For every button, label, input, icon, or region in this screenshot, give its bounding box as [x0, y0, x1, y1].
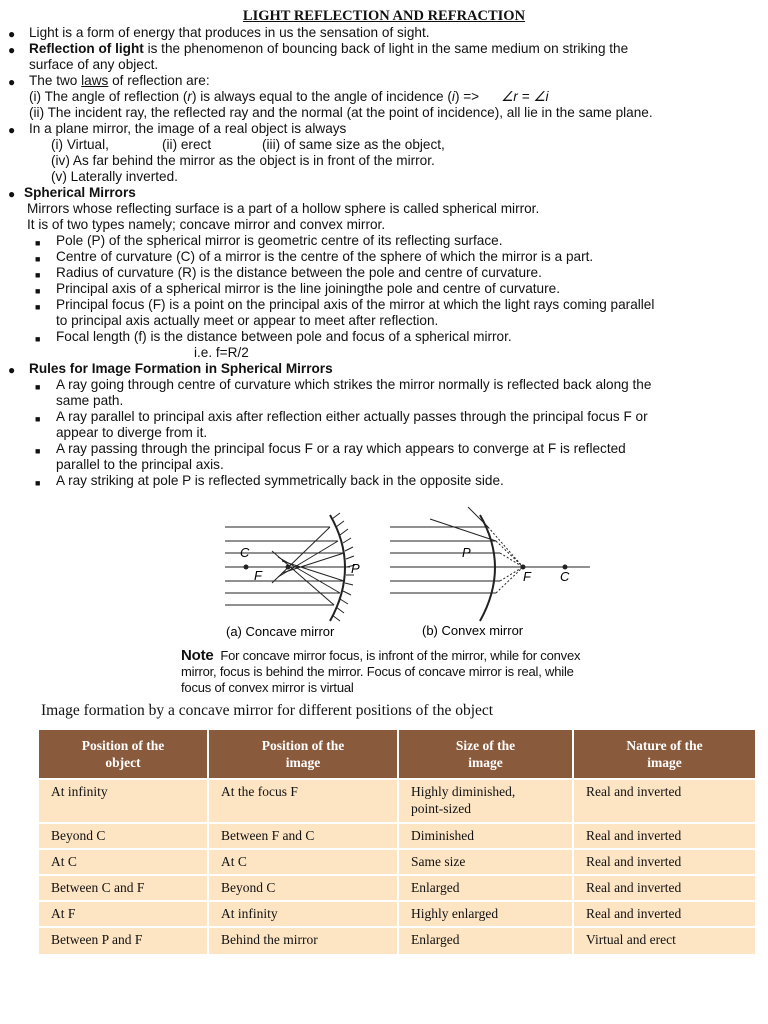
- square-bullet-icon: ■: [35, 302, 41, 312]
- mirror-diagram: [210, 505, 610, 645]
- cell-image: Between F and C: [208, 823, 398, 849]
- cell-size: Same size: [398, 849, 573, 875]
- spherical-item-cont: to principal axis actually meet or appear to meet after reflection.: [56, 313, 439, 328]
- square-bullet-icon: ■: [35, 238, 41, 248]
- focus-point-icon: [286, 565, 291, 570]
- cell-image: At C: [208, 849, 398, 875]
- plane-mirror-prop-4: (iv) As far behind the mirror as the object is in front of the mirror.: [51, 153, 435, 168]
- spherical-heading: Spherical Mirrors: [24, 185, 136, 200]
- header-object-position: Position of the object: [38, 729, 208, 779]
- image-formation-table: [37, 728, 757, 956]
- rule-item-cont: appear to diverge from it.: [56, 425, 208, 440]
- bullet-icon: ●: [8, 187, 16, 201]
- plane-mirror-heading: In a plane mirror, the image of a real object is always: [29, 121, 347, 136]
- note-text-1: For concave mirror focus, is infront of the mirror, while for convex: [220, 648, 581, 663]
- spherical-item: Centre of curvature (C) of a mirror is the centre of the sphere of which the mirror is a part.: [56, 249, 594, 264]
- square-bullet-icon: ■: [35, 414, 41, 424]
- label-p: P: [462, 545, 471, 560]
- cell-size: Diminished: [398, 823, 573, 849]
- square-bullet-icon: ■: [35, 446, 41, 456]
- label-c: C: [240, 545, 250, 560]
- bullet-icon: ●: [8, 363, 16, 377]
- rules-heading: Rules for Image Formation in Spherical Mirrors: [29, 361, 333, 376]
- table-row: [38, 875, 756, 901]
- cell-nature: Real and inverted: [573, 823, 756, 849]
- label-p: P: [351, 561, 360, 576]
- center-point-icon: [244, 565, 249, 570]
- page-title: LIGHT REFLECTION AND REFRACTION: [242, 8, 526, 24]
- square-bullet-icon: ■: [35, 382, 41, 392]
- square-bullet-icon: ■: [35, 286, 41, 296]
- cell-nature: Real and inverted: [573, 849, 756, 875]
- light-definition: Light is a form of energy that produces in us the sensation of sight.: [29, 25, 430, 40]
- rule-item: A ray going through centre of curvature which strikes the mirror normally is reflected back along the: [56, 377, 652, 392]
- convex-mirror-diagram: [390, 507, 590, 621]
- table-caption: Image formation by a concave mirror for different positions of the object: [41, 702, 494, 719]
- cell-image: At the focus F: [208, 779, 398, 823]
- label-f: F: [523, 569, 531, 584]
- table-row: [38, 823, 756, 849]
- rule-item-cont: parallel to the principal axis.: [56, 457, 224, 472]
- rule-item: A ray parallel to principal axis after reflection either actually passes through the principal focus F or: [56, 409, 648, 424]
- spherical-desc-2: It is of two types namely; concave mirror and convex mirror.: [27, 217, 386, 232]
- square-bullet-icon: ■: [35, 334, 41, 344]
- cell-object: At infinity: [38, 779, 208, 823]
- cell-image: Behind the mirror: [208, 927, 398, 955]
- bullet-icon: ●: [8, 43, 16, 57]
- note-block: [181, 648, 651, 696]
- spherical-desc-1: Mirrors whose reflecting surface is a part of a hollow sphere is called spherical mirror.: [27, 201, 540, 216]
- note-text-3: focus of convex mirror is virtual: [181, 680, 354, 695]
- cell-object: Beyond C: [38, 823, 208, 849]
- label-f: F: [254, 568, 262, 583]
- header-image-size: Size of the image: [398, 729, 573, 779]
- square-bullet-icon: ■: [35, 478, 41, 488]
- table-row: [38, 927, 756, 955]
- table-row: [38, 901, 756, 927]
- rule-item: A ray striking at pole P is reflected symmetrically back in the opposite side.: [56, 473, 504, 488]
- header-image-nature: Nature of the image: [573, 729, 756, 779]
- reflection-term: Reflection of light: [29, 41, 144, 56]
- rule-item: A ray passing through the principal focus F or a ray which appears to converge at F is reflected: [56, 441, 626, 456]
- table-row: [38, 849, 756, 875]
- concave-caption: (a) Concave mirror: [226, 624, 335, 639]
- bullet-icon: ●: [8, 27, 16, 41]
- plane-mirror-prop-1: (i) Virtual,: [51, 137, 109, 152]
- law-2: (ii) The incident ray, the reflected ray and the normal (at the point of incidence), all lie in the same plane.: [29, 105, 653, 120]
- bullet-icon: ●: [8, 75, 16, 89]
- square-bullet-icon: ■: [35, 254, 41, 264]
- reflection-definition-cont: surface of any object.: [29, 57, 159, 72]
- cell-size: Highly enlarged: [398, 901, 573, 927]
- laws-heading: The two laws of reflection are:: [29, 73, 210, 88]
- label-c: C: [560, 569, 570, 584]
- cell-nature: Virtual and erect: [573, 927, 756, 955]
- convex-caption: (b) Convex mirror: [422, 623, 524, 638]
- header-image-position: Position of the image: [208, 729, 398, 779]
- plane-mirror-prop-5: (v) Laterally inverted.: [51, 169, 178, 184]
- law-1: (i) The angle of reflection (r) is always equal to the angle of incidence (i) => ∠r = ∠i: [29, 89, 549, 104]
- table-row: [38, 779, 756, 823]
- table-header-row: [38, 729, 756, 779]
- plane-mirror-prop-3: (iii) of same size as the object,: [262, 137, 445, 152]
- cell-nature: Real and inverted: [573, 901, 756, 927]
- note-label: Note: [181, 647, 214, 664]
- square-bullet-icon: ■: [35, 270, 41, 280]
- cell-size: Highly diminished, point-sized: [398, 779, 573, 823]
- cell-image: At infinity: [208, 901, 398, 927]
- spherical-item: Principal axis of a spherical mirror is the line joiningthe pole and centre of curvature.: [56, 281, 560, 296]
- cell-object: Between C and F: [38, 875, 208, 901]
- cell-nature: Real and inverted: [573, 875, 756, 901]
- spherical-item: Radius of curvature (R) is the distance between the pole and centre of curvature.: [56, 265, 542, 280]
- plane-mirror-prop-2: (ii) erect: [162, 137, 212, 152]
- cell-object: At F: [38, 901, 208, 927]
- cell-object: Between P and F: [38, 927, 208, 955]
- spherical-item: Principal focus (F) is a point on the principal axis of the mirror at which the light rays coming parallel: [56, 297, 655, 312]
- spherical-item: Focal length (f) is the distance between pole and focus of a spherical mirror.: [56, 329, 512, 344]
- reflection-definition: Reflection of light is the phenomenon of bouncing back of light in the same medium on striking the: [29, 41, 629, 56]
- bullet-icon: ●: [8, 123, 16, 137]
- focal-formula: i.e. f=R/2: [194, 345, 249, 360]
- spherical-item: Pole (P) of the spherical mirror is geometric centre of its reflecting surface.: [56, 233, 503, 248]
- cell-image: Beyond C: [208, 875, 398, 901]
- cell-object: At C: [38, 849, 208, 875]
- cell-size: Enlarged: [398, 875, 573, 901]
- cell-size: Enlarged: [398, 927, 573, 955]
- note-text-2: mirror, focus is behind the mirror. Focus of concave mirror is real, while: [181, 664, 574, 679]
- rule-item-cont: same path.: [56, 393, 124, 408]
- cell-nature: Real and inverted: [573, 779, 756, 823]
